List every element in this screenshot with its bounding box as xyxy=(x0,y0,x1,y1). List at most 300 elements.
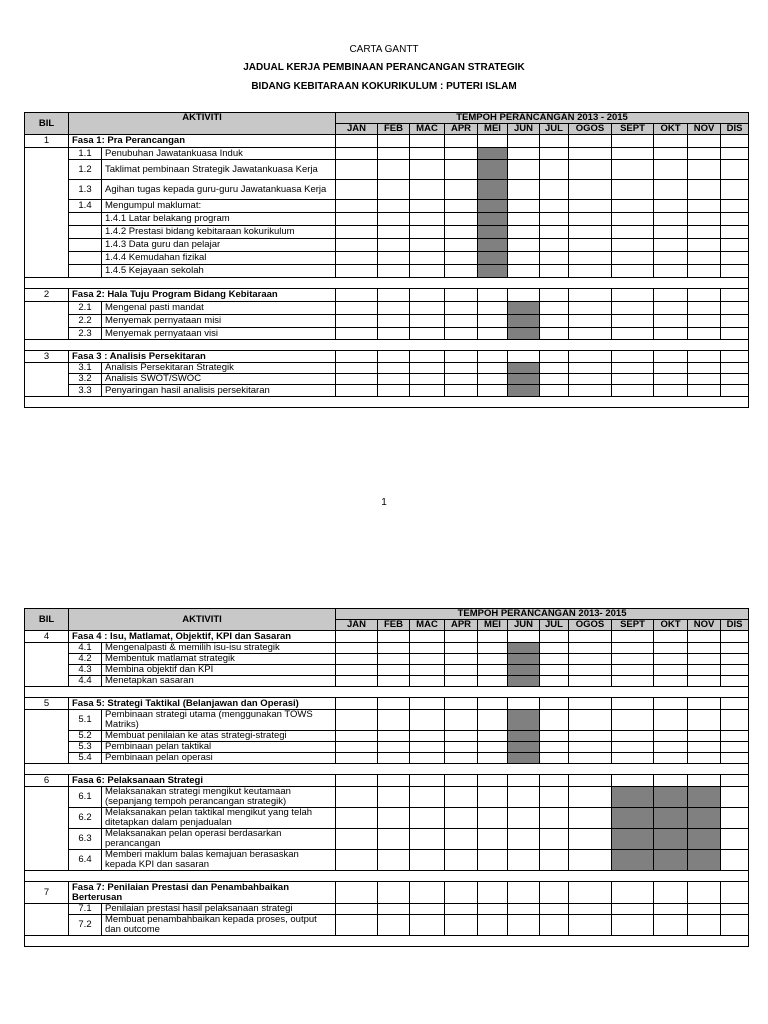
month-cell xyxy=(445,775,478,787)
month-cell xyxy=(336,787,378,808)
month-cell xyxy=(478,385,508,397)
month-cell xyxy=(540,654,569,665)
month-cell xyxy=(410,180,445,200)
month-cell xyxy=(378,753,410,764)
header-tempoh: TEMPOH PERANCANGAN 2013 - 2015 xyxy=(336,113,749,124)
month-cell xyxy=(378,698,410,710)
month-cell xyxy=(721,213,749,226)
month-cell xyxy=(569,710,612,731)
month-cell xyxy=(688,374,721,385)
month-cell xyxy=(688,643,721,654)
spacer-row xyxy=(25,340,749,351)
activity-text: Memberi maklum balas kemajuan berasaskan kepada KPI dan sasaran xyxy=(102,850,336,871)
month-cell xyxy=(688,265,721,278)
month-cell xyxy=(508,200,540,213)
activity-row xyxy=(25,829,749,850)
month-cell xyxy=(445,160,478,180)
month-cell xyxy=(336,302,378,315)
month-cell xyxy=(569,226,612,239)
activity-number: 2.3 xyxy=(69,328,102,340)
month-cell xyxy=(478,710,508,731)
month-cell xyxy=(410,731,445,742)
month-cell xyxy=(508,829,540,850)
month-cell xyxy=(478,289,508,302)
activity-row xyxy=(25,160,749,180)
activity-number: 2.2 xyxy=(69,315,102,328)
month-cell xyxy=(478,850,508,871)
month-cell xyxy=(445,915,478,936)
activity-row xyxy=(25,180,749,200)
gantt-bar-cell xyxy=(508,742,540,753)
header-aktiviti: AKTIVITI xyxy=(69,113,336,135)
month-cell xyxy=(612,160,654,180)
month-cell xyxy=(540,351,569,363)
activity-number: 5.3 xyxy=(69,742,102,753)
month-cell xyxy=(654,289,688,302)
month-cell xyxy=(378,200,410,213)
month-cell xyxy=(378,302,410,315)
activity-text: Membentuk matlamat strategik xyxy=(102,654,336,665)
activity-number xyxy=(69,252,102,265)
month-cell xyxy=(410,351,445,363)
phase-bil: 3 xyxy=(25,351,69,363)
month-cell xyxy=(478,315,508,328)
activity-text: Membuat penilaian ke atas strategi-strategi xyxy=(102,731,336,742)
phase-row xyxy=(25,698,749,710)
month-cell xyxy=(410,654,445,665)
month-cell xyxy=(410,775,445,787)
activity-number: 4.4 xyxy=(69,676,102,687)
month-cell xyxy=(569,775,612,787)
month-cell xyxy=(336,160,378,180)
month-cell xyxy=(654,710,688,731)
gantt-bar-cell xyxy=(508,328,540,340)
gantt-bar-cell xyxy=(688,808,721,829)
month-cell xyxy=(721,328,749,340)
month-cell xyxy=(569,753,612,764)
month-cell xyxy=(688,631,721,643)
activity-row xyxy=(25,226,749,239)
month-cell xyxy=(569,180,612,200)
month-header-okt: OKT xyxy=(654,620,688,631)
bil-spacer xyxy=(25,363,69,397)
month-cell xyxy=(336,631,378,643)
activity-row xyxy=(25,385,749,397)
gantt-bar-cell xyxy=(478,180,508,200)
month-cell xyxy=(688,315,721,328)
month-cell xyxy=(478,643,508,654)
month-cell xyxy=(336,710,378,731)
month-cell xyxy=(654,631,688,643)
month-cell xyxy=(336,850,378,871)
month-cell xyxy=(721,148,749,160)
month-cell xyxy=(612,328,654,340)
month-cell xyxy=(336,200,378,213)
month-cell xyxy=(378,180,410,200)
month-cell xyxy=(336,226,378,239)
activity-row xyxy=(25,200,749,213)
spacer-row xyxy=(25,764,749,775)
activity-text: Menetapkan sasaran xyxy=(102,676,336,687)
phase-row xyxy=(25,882,749,904)
month-cell xyxy=(478,676,508,687)
month-cell xyxy=(688,710,721,731)
activity-row xyxy=(25,787,749,808)
phase-title: Fasa 3 : Analisis Persekitaran xyxy=(69,351,336,363)
month-cell xyxy=(721,351,749,363)
month-cell xyxy=(540,239,569,252)
month-cell xyxy=(478,654,508,665)
bil-spacer xyxy=(25,148,69,278)
month-cell xyxy=(478,351,508,363)
month-cell xyxy=(410,631,445,643)
month-header-nov: NOV xyxy=(688,124,721,135)
month-cell xyxy=(478,374,508,385)
phase-title: Fasa 6: Pelaksanaan Strategi xyxy=(69,775,336,787)
month-cell xyxy=(612,180,654,200)
month-cell xyxy=(688,385,721,397)
month-cell xyxy=(612,665,654,676)
month-cell xyxy=(688,302,721,315)
month-cell xyxy=(410,200,445,213)
month-cell xyxy=(569,200,612,213)
month-cell xyxy=(445,753,478,764)
gantt-bar-cell xyxy=(654,787,688,808)
activity-row xyxy=(25,904,749,915)
month-cell xyxy=(540,252,569,265)
gantt-bar-cell xyxy=(478,239,508,252)
month-cell xyxy=(410,829,445,850)
month-cell xyxy=(540,787,569,808)
gantt-bar-cell xyxy=(508,302,540,315)
month-cell xyxy=(612,731,654,742)
month-cell xyxy=(336,753,378,764)
month-cell xyxy=(569,915,612,936)
month-header-sept: SEPT xyxy=(612,620,654,631)
month-header-feb: FEB xyxy=(378,124,410,135)
activity-number xyxy=(69,265,102,278)
month-cell xyxy=(569,148,612,160)
phase-bil: 5 xyxy=(25,698,69,710)
spacer-cell xyxy=(25,687,749,698)
activity-text: Analisis Persekitaran Strategik xyxy=(102,363,336,374)
gantt-bar-cell xyxy=(688,829,721,850)
activity-text: Pembinaan strategi utama (menggunakan TOWS Matriks) xyxy=(102,710,336,731)
month-cell xyxy=(378,265,410,278)
month-cell xyxy=(378,787,410,808)
month-cell xyxy=(612,710,654,731)
month-cell xyxy=(569,302,612,315)
spacer-cell xyxy=(25,278,749,289)
month-cell xyxy=(445,742,478,753)
month-cell xyxy=(654,328,688,340)
month-cell xyxy=(478,753,508,764)
month-cell xyxy=(478,135,508,148)
month-cell xyxy=(336,385,378,397)
activity-text: Pembinaan pelan taktikal xyxy=(102,742,336,753)
month-cell xyxy=(612,252,654,265)
month-cell xyxy=(721,654,749,665)
month-cell xyxy=(569,252,612,265)
month-cell xyxy=(478,665,508,676)
activity-text: Menyemak pernyataan visi xyxy=(102,328,336,340)
bil-spacer xyxy=(25,302,69,340)
month-cell xyxy=(688,148,721,160)
month-cell xyxy=(508,289,540,302)
month-cell xyxy=(336,363,378,374)
month-cell xyxy=(612,302,654,315)
month-cell xyxy=(540,643,569,654)
month-cell xyxy=(654,753,688,764)
month-cell xyxy=(410,643,445,654)
spacer-cell xyxy=(25,764,749,775)
phase-title: Fasa 4 : Isu, Matlamat, Objektif, KPI dan Sasaran xyxy=(69,631,336,643)
month-cell xyxy=(569,787,612,808)
month-cell xyxy=(336,775,378,787)
month-cell xyxy=(410,915,445,936)
month-cell xyxy=(654,148,688,160)
month-cell xyxy=(721,252,749,265)
gantt-bar-cell xyxy=(508,676,540,687)
phase-bil: 7 xyxy=(25,882,69,904)
activity-text: 1.4.4 Kemudahan fizikal xyxy=(102,252,336,265)
month-cell xyxy=(721,698,749,710)
month-cell xyxy=(540,385,569,397)
month-header-apr: APR xyxy=(445,620,478,631)
bil-spacer xyxy=(25,904,69,936)
month-cell xyxy=(378,775,410,787)
month-cell xyxy=(336,135,378,148)
month-cell xyxy=(445,698,478,710)
month-cell xyxy=(410,160,445,180)
month-cell xyxy=(478,363,508,374)
month-cell xyxy=(612,265,654,278)
month-cell xyxy=(540,160,569,180)
phase-bil: 4 xyxy=(25,631,69,643)
gantt-bar-cell xyxy=(612,808,654,829)
month-cell xyxy=(378,315,410,328)
month-cell xyxy=(410,374,445,385)
activity-text: 1.4.1 Latar belakang program xyxy=(102,213,336,226)
month-cell xyxy=(336,265,378,278)
month-cell xyxy=(654,385,688,397)
month-cell xyxy=(378,915,410,936)
month-cell xyxy=(612,775,654,787)
month-cell xyxy=(445,850,478,871)
month-cell xyxy=(540,676,569,687)
phase-row xyxy=(25,775,749,787)
month-cell xyxy=(378,252,410,265)
month-cell xyxy=(508,239,540,252)
month-cell xyxy=(654,351,688,363)
month-cell xyxy=(569,882,612,904)
month-cell xyxy=(612,676,654,687)
month-cell xyxy=(612,363,654,374)
month-cell xyxy=(378,385,410,397)
month-cell xyxy=(721,731,749,742)
month-header-jan: JAN xyxy=(336,124,378,135)
month-cell xyxy=(540,698,569,710)
month-cell xyxy=(688,904,721,915)
gantt-bar-cell xyxy=(508,643,540,654)
gantt-bar-cell xyxy=(508,374,540,385)
activity-row xyxy=(25,742,749,753)
month-cell xyxy=(569,829,612,850)
month-cell xyxy=(654,226,688,239)
month-cell xyxy=(378,213,410,226)
month-header-dis: DIS xyxy=(721,620,749,631)
month-cell xyxy=(688,226,721,239)
activity-number: 6.3 xyxy=(69,829,102,850)
month-cell xyxy=(410,787,445,808)
month-cell xyxy=(508,351,540,363)
month-cell xyxy=(654,654,688,665)
month-cell xyxy=(508,631,540,643)
month-cell xyxy=(378,676,410,687)
month-cell xyxy=(721,315,749,328)
gantt-bar-cell xyxy=(508,731,540,742)
month-header-jan: JAN xyxy=(336,620,378,631)
month-cell xyxy=(445,315,478,328)
month-cell xyxy=(569,808,612,829)
month-cell xyxy=(688,252,721,265)
month-cell xyxy=(445,239,478,252)
month-cell xyxy=(378,731,410,742)
month-cell xyxy=(688,180,721,200)
header-aktiviti: AKTIVITI xyxy=(69,609,336,631)
phase-bil: 2 xyxy=(25,289,69,302)
month-cell xyxy=(654,665,688,676)
month-cell xyxy=(445,289,478,302)
month-cell xyxy=(721,753,749,764)
header-bil: BIL xyxy=(25,113,69,135)
activity-text: Agihan tugas kepada guru-guru Jawatankuasa Kerja xyxy=(102,180,336,200)
month-cell xyxy=(654,315,688,328)
month-cell xyxy=(410,710,445,731)
month-cell xyxy=(654,676,688,687)
month-cell xyxy=(336,643,378,654)
bil-spacer xyxy=(25,787,69,871)
activity-number xyxy=(69,213,102,226)
month-cell xyxy=(721,302,749,315)
month-cell xyxy=(445,385,478,397)
spacer-row xyxy=(25,397,749,408)
month-cell xyxy=(378,289,410,302)
month-cell xyxy=(478,915,508,936)
month-cell xyxy=(478,698,508,710)
phase-row xyxy=(25,351,749,363)
month-cell xyxy=(612,135,654,148)
month-header-feb: FEB xyxy=(378,620,410,631)
activity-number: 7.1 xyxy=(69,904,102,915)
month-cell xyxy=(540,850,569,871)
month-cell xyxy=(378,351,410,363)
month-cell xyxy=(336,239,378,252)
month-header-nov: NOV xyxy=(688,620,721,631)
month-cell xyxy=(721,289,749,302)
month-cell xyxy=(569,698,612,710)
month-cell xyxy=(569,643,612,654)
header-tempoh: TEMPOH PERANCANGAN 2013- 2015 xyxy=(336,609,749,620)
month-cell xyxy=(540,710,569,731)
activity-row xyxy=(25,252,749,265)
month-cell xyxy=(540,731,569,742)
month-cell xyxy=(569,363,612,374)
month-cell xyxy=(336,882,378,904)
month-cell xyxy=(410,808,445,829)
month-cell xyxy=(612,631,654,643)
gantt-bar-cell xyxy=(508,385,540,397)
activity-text: Pembinaan pelan operasi xyxy=(102,753,336,764)
month-cell xyxy=(378,239,410,252)
month-cell xyxy=(540,363,569,374)
month-cell xyxy=(721,829,749,850)
month-cell xyxy=(336,148,378,160)
month-cell xyxy=(688,289,721,302)
gantt-bar-cell xyxy=(688,787,721,808)
phase-bil: 1 xyxy=(25,135,69,148)
month-cell xyxy=(378,742,410,753)
month-cell xyxy=(445,351,478,363)
month-cell xyxy=(654,775,688,787)
month-cell xyxy=(540,315,569,328)
month-cell xyxy=(654,698,688,710)
month-cell xyxy=(410,850,445,871)
month-cell xyxy=(612,904,654,915)
month-cell xyxy=(445,135,478,148)
month-cell xyxy=(721,135,749,148)
month-cell xyxy=(540,180,569,200)
month-cell xyxy=(569,135,612,148)
month-cell xyxy=(654,160,688,180)
spacer-cell xyxy=(25,397,749,408)
month-cell xyxy=(445,631,478,643)
month-cell xyxy=(445,226,478,239)
spacer-row xyxy=(25,278,749,289)
month-cell xyxy=(445,665,478,676)
activity-row xyxy=(25,315,749,328)
month-cell xyxy=(410,239,445,252)
month-cell xyxy=(721,265,749,278)
month-cell xyxy=(410,363,445,374)
month-cell xyxy=(336,252,378,265)
month-cell xyxy=(721,160,749,180)
month-cell xyxy=(688,731,721,742)
month-cell xyxy=(540,915,569,936)
month-cell xyxy=(410,302,445,315)
spacer-cell xyxy=(25,340,749,351)
month-cell xyxy=(378,882,410,904)
page-number: 1 xyxy=(381,497,387,508)
month-header-jun: JUN xyxy=(508,620,540,631)
phase-title: Fasa 5: Strategi Taktikal (Belanjawan dan Operasi) xyxy=(69,698,336,710)
month-cell xyxy=(688,239,721,252)
month-cell xyxy=(721,710,749,731)
month-header-apr: APR xyxy=(445,124,478,135)
activity-text: Taklimat pembinaan Strategik Jawatankuasa Kerja xyxy=(102,160,336,180)
month-cell xyxy=(410,665,445,676)
month-cell xyxy=(445,180,478,200)
bil-spacer xyxy=(25,710,69,764)
month-cell xyxy=(569,265,612,278)
month-cell xyxy=(445,302,478,315)
month-cell xyxy=(540,631,569,643)
month-cell xyxy=(569,742,612,753)
activity-number: 1.1 xyxy=(69,148,102,160)
activity-number: 1.3 xyxy=(69,180,102,200)
month-cell xyxy=(654,239,688,252)
month-cell xyxy=(612,315,654,328)
